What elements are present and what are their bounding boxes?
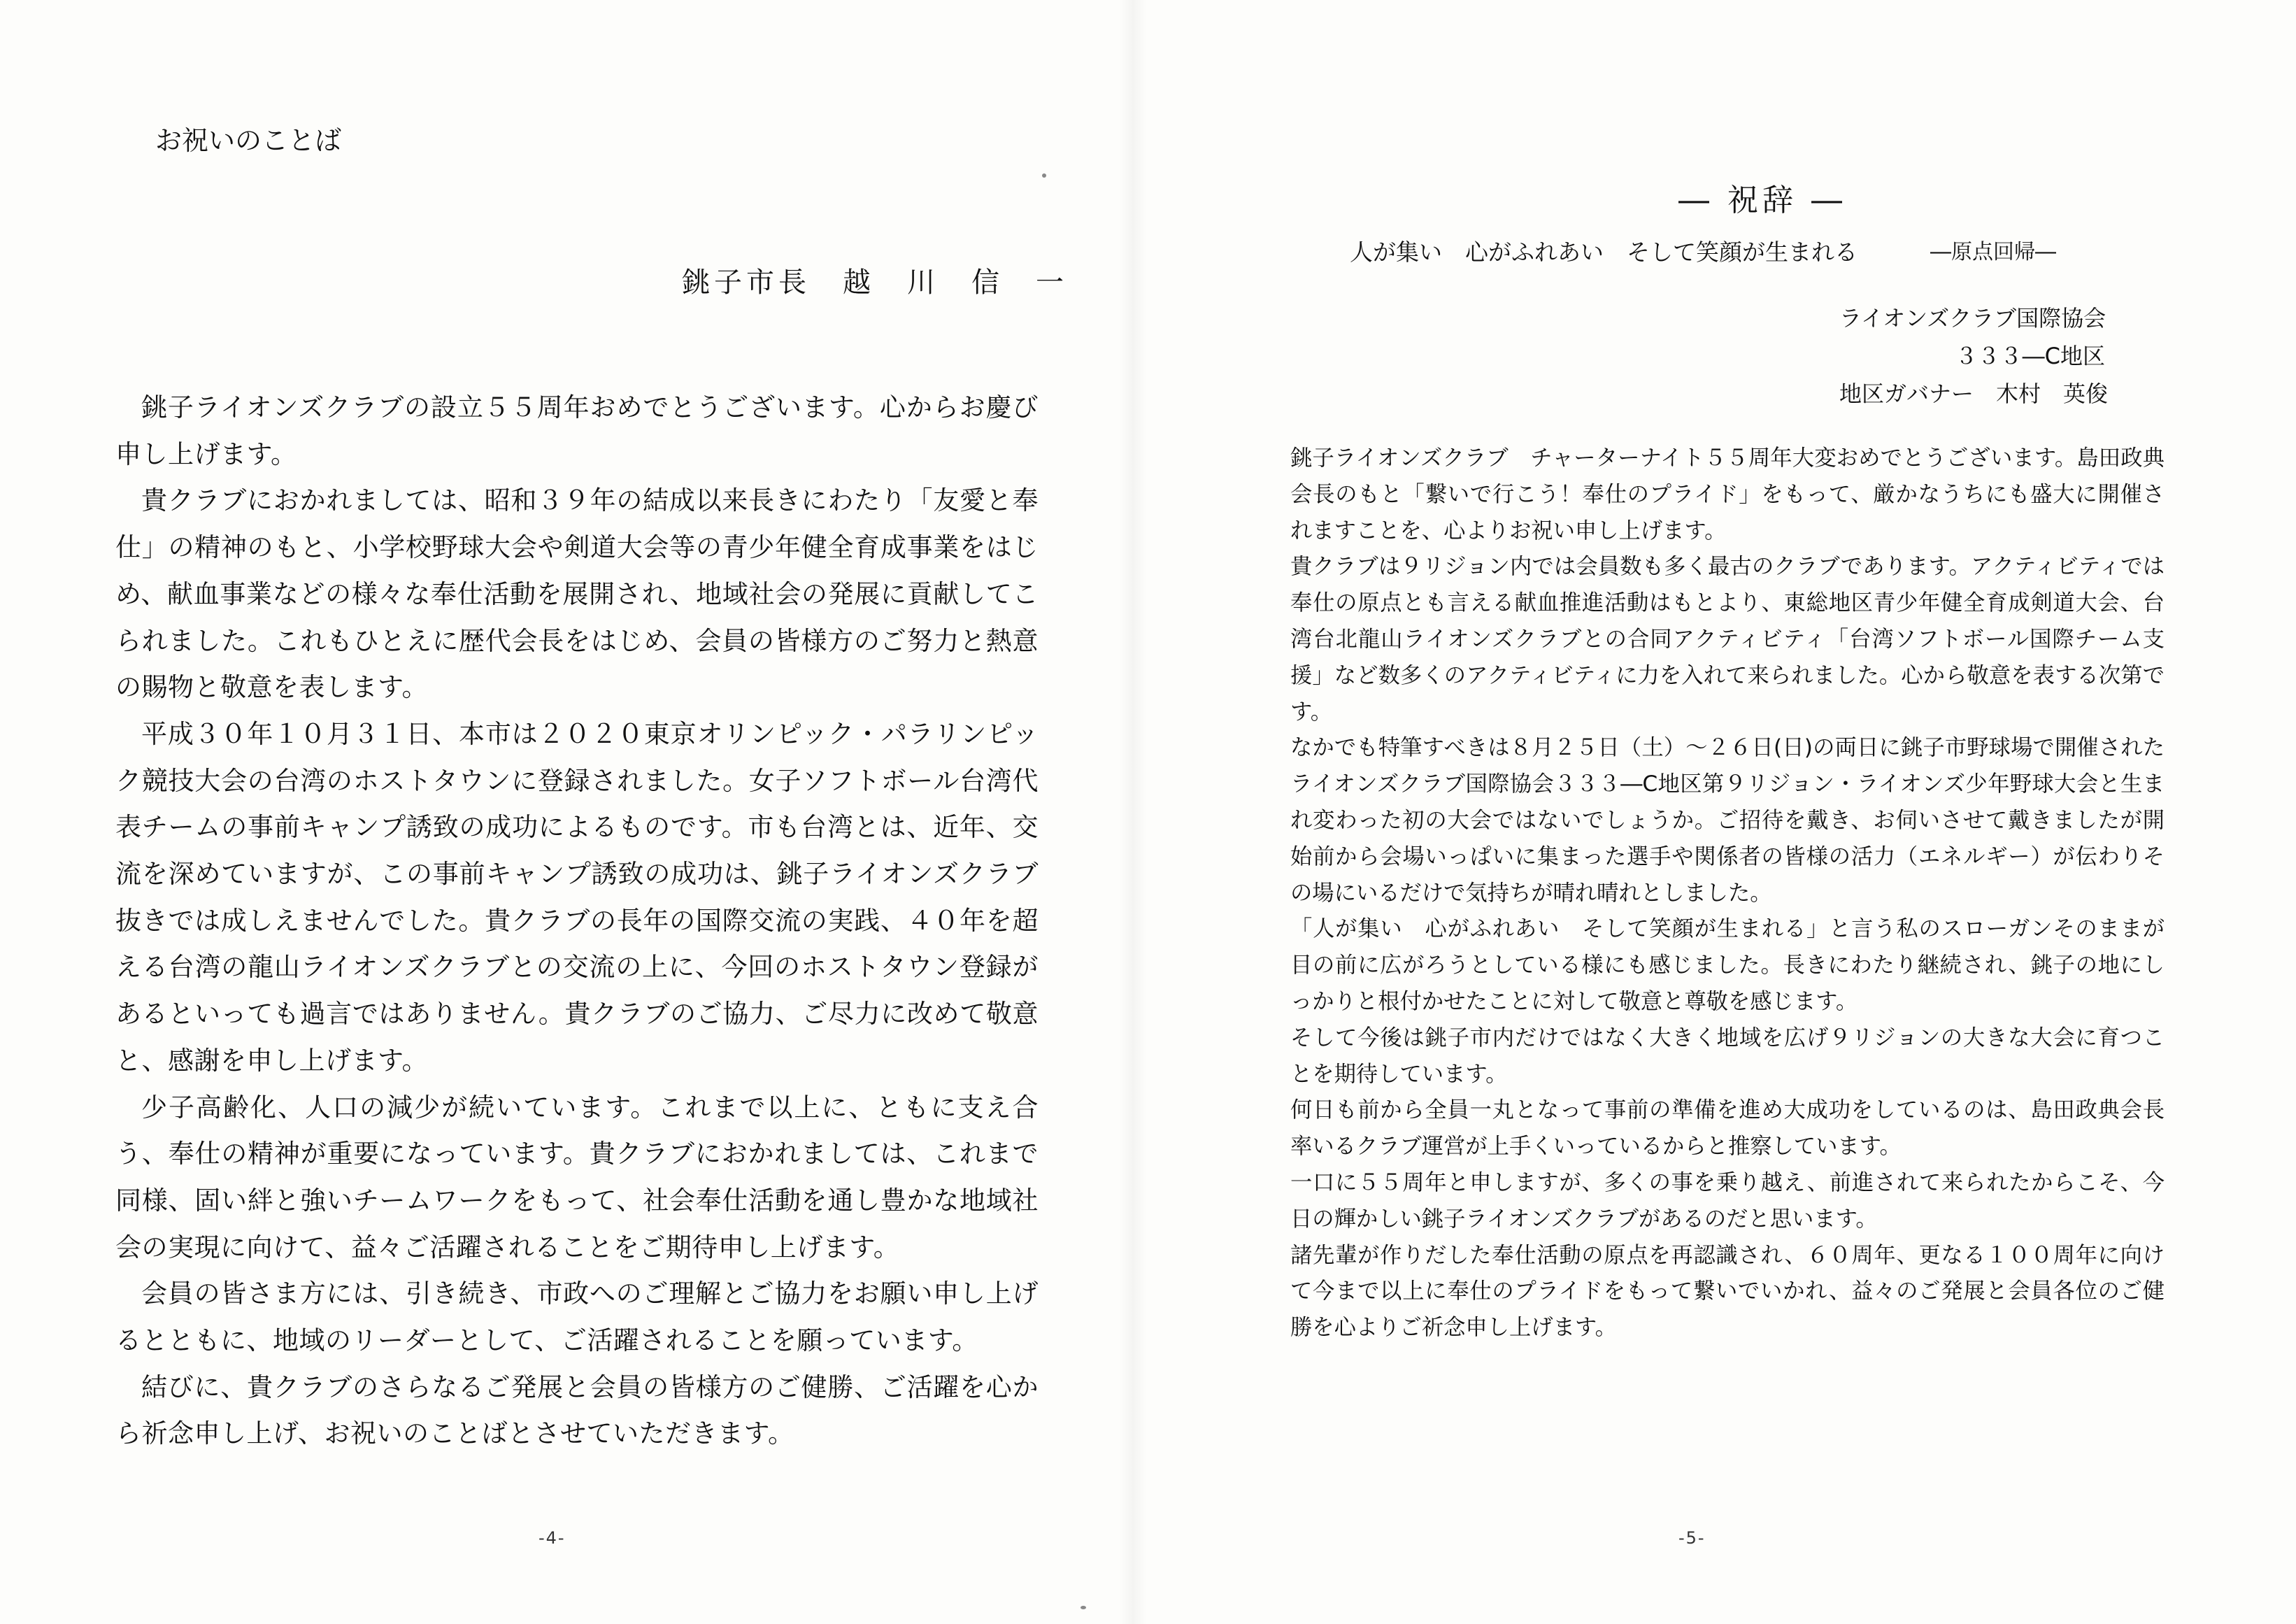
right-paragraph: 一口に５５周年と申しますが、多くの事を乗り越え、前進されて来られたからこそ、今日の輝かしい銚子ライオンズクラブがあるのだと思います。 — [1290, 1169, 2165, 1232]
left-paragraph: 結びに、貴クラブのさらなるご発展と会員の皆様方のご健勝、ご活躍を心から祈念申し上げ、お祝いのことばとさせていただきます。 — [115, 1372, 1039, 1449]
right-slogan: 人が集い 心がふれあい そして笑顔が生まれる — [1350, 238, 1858, 266]
left-page-number: -4- — [539, 1528, 566, 1548]
left-paragraph: 貴クラブにおかれましては、昭和３９年の結成以来長きにわたり「友愛と奉仕」の精神のもと、小学校野球大会や剣道大会等の青少年健全育成事業をはじめ、献血事業などの様々な奉仕活動を展開され、地域社会の発展に貢献してこられました。これもひとえに歴代会長をはじめ、会員の皆様方のご努力と熱意の賜物と敬意を表します。 — [115, 485, 1039, 703]
left-paragraph: 平成３０年１０月３１日、本市は２０２０東京オリンピック・パラリンピック競技大会の台湾のホストタウンに登録されました。女子ソフトボール台湾代表チームの事前キャンプ誘致の成功によるものです。市も台湾とは、近年、交流を深めていますが、この事前キャンプ誘致の成功は、銚子ライオンズクラブ抜きでは成しえませんでした。貴クラブの長年の国際交流の実践、４０年を超える台湾の龍山ライオンズクラブとの交流の上に、今回のホストタウン登録があるといっても過言ではありません。貴クラブのご協力、ご尽力に改めて敬意と、感謝を申し上げます。 — [115, 718, 1039, 1076]
right-paragraph: なかでも特筆すべきは８月２５日（土）～２６日(日)の両日に銚子市野球場で開催されたライオンズクラブ国際協会３３３―C地区第９リジョン・ライオンズ少年野球大会と生まれ変わった初の大会ではないでしょうか。ご招待を戴き、お伺いさせて戴きましたが開始前から会場いっぱいに集まった選手や関係者の皆様の活力（エネルギー）が伝わりその場にいるだけで気持ちが晴れ晴れとしました。 — [1290, 735, 2165, 906]
organization-name: ライオンズクラブ国際協会 — [1839, 305, 2106, 332]
left-body — [115, 385, 1039, 1458]
right-page — [1133, 0, 2296, 1624]
right-paragraph: 「人が集い 心がふれあい そして笑顔が生まれる」と言う私のスローガンそのままが目の前に広がろうとしている様にも感じました。長きにわたり継続され、銚子の地にしっかりと根付かせたことに対して敬意と尊敬を感じます。 — [1290, 916, 2165, 1014]
scan-speck — [1042, 173, 1046, 178]
right-paragraph: そして今後は銚子市内だけではなく大きく地域を広げ９リジョンの大きな大会に育つことを期待しています。 — [1290, 1025, 2165, 1087]
left-paragraph: 少子高齢化、人口の減少が続いています。これまで以上に、ともに支え合う、奉仕の精神が重要になっています。貴クラブにおかれましては、これまで同様、固い絆と強いチームワークをもって、社会奉仕活動を通し豊かな地域社会の実現に向けて、益々ご活躍されることをご期待申し上げます。 — [115, 1092, 1039, 1262]
right-paragraph: 諸先輩が作りだした奉仕活動の原点を再認識され、６０周年、更なる１００周年に向けて今まで以上に奉仕のプライドをもって繋いでいかれ、益々のご発展と会員各位のご健勝を心よりご祈念申し上げます。 — [1290, 1242, 2165, 1341]
right-page-number: -5- — [1678, 1528, 1706, 1548]
left-paragraph: 銚子ライオンズクラブの設立５５周年おめでとうございます。心からお慶び申し上げます。 — [115, 392, 1039, 469]
right-paragraph: 何日も前から全員一丸となって事前の準備を進め大成功をしているのは、島田政典会長率いるクラブ運営が上手くいっているからと推察しています。 — [1290, 1097, 2165, 1160]
left-page — [0, 0, 1133, 1624]
left-heading: お祝いのことば — [155, 125, 342, 156]
right-body — [1290, 441, 2165, 1346]
scan-speck — [1081, 1606, 1086, 1609]
left-paragraph: 会員の皆さま方には、引き続き、市政へのご理解とご協力をお願い申し上げるとともに、地域のリーダーとして、ご活躍されることを願っています。 — [115, 1278, 1039, 1356]
right-paragraph: 銚子ライオンズクラブ チャーターナイト５５周年大変おめでとうございます。島田政典会長のもと「繋いで行こう！奉仕のプライド」をもって、厳かなうちにも盛大に開催されますことを、心よりお祝い申し上げます。 — [1290, 446, 2165, 543]
right-motto: ―原点回帰― — [1930, 240, 2056, 264]
right-signature-block — [1839, 299, 2109, 413]
left-author: 銚子市長 越 川 信 一 — [682, 266, 1068, 299]
governor-name: 地区ガバナー 木村 英俊 — [1839, 380, 2109, 407]
right-title: ― 祝辞 ― — [1678, 183, 1846, 218]
right-paragraph: 貴クラブは９リジョン内では会員数も多く最古のクラブであります。アクティビティでは奉仕の原点とも言える献血推進活動はもとより、東総地区青少年健全育成剣道大会、台湾台北龍山ライオンズクラブとの合同アクティビティ「台湾ソフトボール国際チーム支援」など数多くのアクティビティに力を入れて来られました。心から敬意を表する次第です。 — [1290, 554, 2165, 725]
district-name: ３３３―C地区 — [1955, 343, 2105, 369]
